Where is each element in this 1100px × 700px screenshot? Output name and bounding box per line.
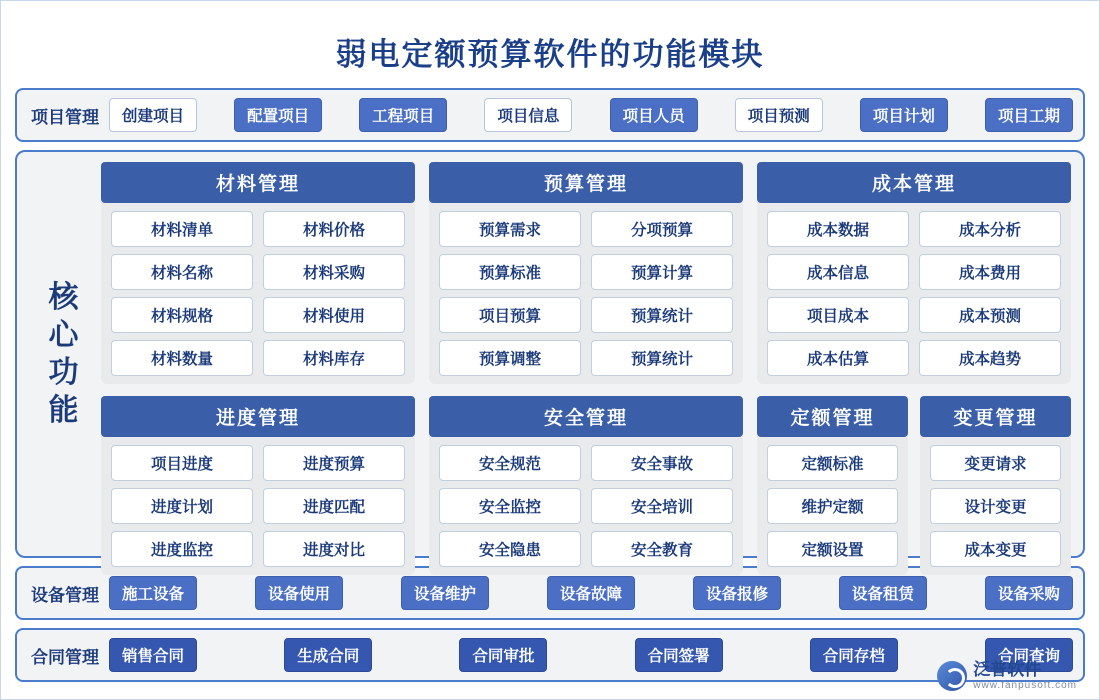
cell-cost-info[interactable]: 成本信息 (767, 254, 909, 290)
module-title-quota: 定额管理 (757, 396, 908, 437)
chip-generate-contract[interactable]: 生成合同 (284, 638, 372, 672)
core-functions-block (15, 150, 1085, 558)
contract-band-items (109, 638, 1073, 672)
module-items-quota (757, 445, 908, 567)
contract-management-band (15, 628, 1085, 682)
cell-budget-calc[interactable]: 预算计算 (591, 254, 733, 290)
core-column-3-bottom (757, 396, 1071, 575)
core-label-char-3: 功 (48, 356, 82, 389)
cell-cost-analysis[interactable]: 成本分析 (919, 211, 1061, 247)
cell-design-change[interactable]: 设计变更 (930, 488, 1061, 524)
module-items-safety (429, 445, 743, 567)
brand-url: www.fanpusoft.com (973, 679, 1077, 691)
chip-equipment-purchase[interactable]: 设备采购 (985, 576, 1073, 610)
brand-logo (937, 661, 1077, 691)
cell-material-name[interactable]: 材料名称 (111, 254, 253, 290)
cell-budget-standard[interactable]: 预算标准 (439, 254, 581, 290)
cell-progress-budget[interactable]: 进度预算 (263, 445, 405, 481)
module-items-cost (757, 211, 1071, 376)
band-label-project: 项目管理 (31, 107, 99, 127)
chip-sales-contract[interactable]: 销售合同 (109, 638, 197, 672)
core-columns (101, 162, 1071, 559)
chip-construction-equipment[interactable]: 施工设备 (109, 576, 197, 610)
module-title-material: 材料管理 (101, 162, 415, 203)
chip-project-duration[interactable]: 项目工期 (985, 98, 1073, 132)
cell-cost-data[interactable]: 成本数据 (767, 211, 909, 247)
device-band-items (109, 576, 1073, 610)
chip-project-info[interactable]: 项目信息 (484, 98, 572, 132)
chip-contract-approval[interactable]: 合同审批 (459, 638, 547, 672)
cell-material-usage[interactable]: 材料使用 (263, 297, 405, 333)
chip-project-staff[interactable]: 项目人员 (610, 98, 698, 132)
cell-progress-compare[interactable]: 进度对比 (263, 531, 405, 567)
cell-material-list[interactable]: 材料清单 (111, 211, 253, 247)
cell-project-progress[interactable]: 项目进度 (111, 445, 253, 481)
cell-safety-hazard[interactable]: 安全隐患 (439, 531, 581, 567)
band-label-contract: 合同管理 (31, 647, 99, 667)
cell-project-budget[interactable]: 项目预算 (439, 297, 581, 333)
cell-safety-monitor[interactable]: 安全监控 (439, 488, 581, 524)
cell-safety-education[interactable]: 安全教育 (591, 531, 733, 567)
chip-equipment-maintenance[interactable]: 设备维护 (401, 576, 489, 610)
cell-quota-maintain[interactable]: 维护定额 (767, 488, 898, 524)
module-title-budget: 预算管理 (429, 162, 743, 203)
cell-safety-training[interactable]: 安全培训 (591, 488, 733, 524)
band-label-device: 设备管理 (31, 585, 99, 605)
chip-config-project[interactable]: 配置项目 (234, 98, 322, 132)
cell-quota-setting[interactable]: 定额设置 (767, 531, 898, 567)
cell-quota-standard[interactable]: 定额标准 (767, 445, 898, 481)
module-items-budget (429, 211, 743, 376)
module-title-progress: 进度管理 (101, 396, 415, 437)
cell-budget-stats-2[interactable]: 预算统计 (591, 340, 733, 376)
cell-budget-demand[interactable]: 预算需求 (439, 211, 581, 247)
cell-progress-match[interactable]: 进度匹配 (263, 488, 405, 524)
cell-cost-change[interactable]: 成本变更 (930, 531, 1061, 567)
chip-contract-query[interactable]: 合同查询 (985, 638, 1073, 672)
core-column-1 (101, 162, 415, 559)
cell-cost-trend[interactable]: 成本趋势 (919, 340, 1061, 376)
cell-progress-plan[interactable]: 进度计划 (111, 488, 253, 524)
chip-engineering-project[interactable]: 工程项目 (359, 98, 447, 132)
chip-equipment-repair[interactable]: 设备报修 (693, 576, 781, 610)
page-title: 弱电定额预算软件的功能模块 (335, 37, 765, 72)
module-quota-management (757, 396, 908, 575)
cell-budget-stats[interactable]: 预算统计 (591, 297, 733, 333)
core-column-3 (757, 162, 1071, 559)
core-label-char-1: 核 (48, 281, 82, 314)
project-band-items (109, 98, 1073, 132)
cell-change-request[interactable]: 变更请求 (930, 445, 1061, 481)
module-items-progress (101, 445, 415, 567)
chip-project-plan[interactable]: 项目计划 (860, 98, 948, 132)
chip-project-forecast[interactable]: 项目预测 (735, 98, 823, 132)
module-items-material (101, 211, 415, 376)
module-change-management (920, 396, 1071, 575)
core-label-char-2: 心 (48, 318, 82, 352)
module-safety-management (429, 396, 743, 575)
chip-equipment-lease[interactable]: 设备租赁 (839, 576, 927, 610)
module-cost-management (757, 162, 1071, 384)
cell-cost-expense[interactable]: 成本费用 (919, 254, 1061, 290)
project-management-band (15, 88, 1085, 142)
cell-material-purchase[interactable]: 材料采购 (263, 254, 405, 290)
core-label-char-4: 能 (48, 393, 82, 427)
cell-cost-estimate[interactable]: 成本估算 (767, 340, 909, 376)
module-material-management (101, 162, 415, 384)
chip-contract-archive[interactable]: 合同存档 (810, 638, 898, 672)
chip-equipment-usage[interactable]: 设备使用 (255, 576, 343, 610)
chip-equipment-fault[interactable]: 设备故障 (547, 576, 635, 610)
cell-sub-budget[interactable]: 分项预算 (591, 211, 733, 247)
module-title-safety: 安全管理 (429, 396, 743, 437)
cell-material-quantity[interactable]: 材料数量 (111, 340, 253, 376)
module-progress-management (101, 396, 415, 575)
core-functions-label (29, 162, 101, 546)
cell-progress-monitor[interactable]: 进度监控 (111, 531, 253, 567)
cell-cost-forecast[interactable]: 成本预测 (919, 297, 1061, 333)
module-title-cost: 成本管理 (757, 162, 1071, 203)
cell-material-stock[interactable]: 材料库存 (263, 340, 405, 376)
module-title-change: 变更管理 (920, 396, 1071, 437)
cell-budget-adjust[interactable]: 预算调整 (439, 340, 581, 376)
chip-create-project[interactable]: 创建项目 (109, 98, 197, 132)
cell-material-spec[interactable]: 材料规格 (111, 297, 253, 333)
cell-safety-standard[interactable]: 安全规范 (439, 445, 581, 481)
module-budget-management (429, 162, 743, 384)
brand-name: 泛普软件 (973, 660, 1042, 680)
core-column-2 (429, 162, 743, 559)
cell-material-price[interactable]: 材料价格 (263, 211, 405, 247)
cell-project-cost[interactable]: 项目成本 (767, 297, 909, 333)
brand-text (973, 661, 1077, 691)
cell-safety-accident[interactable]: 安全事故 (591, 445, 733, 481)
chip-contract-signing[interactable]: 合同签署 (635, 638, 723, 672)
brand-mark-icon (937, 661, 967, 691)
module-items-change (920, 445, 1071, 567)
